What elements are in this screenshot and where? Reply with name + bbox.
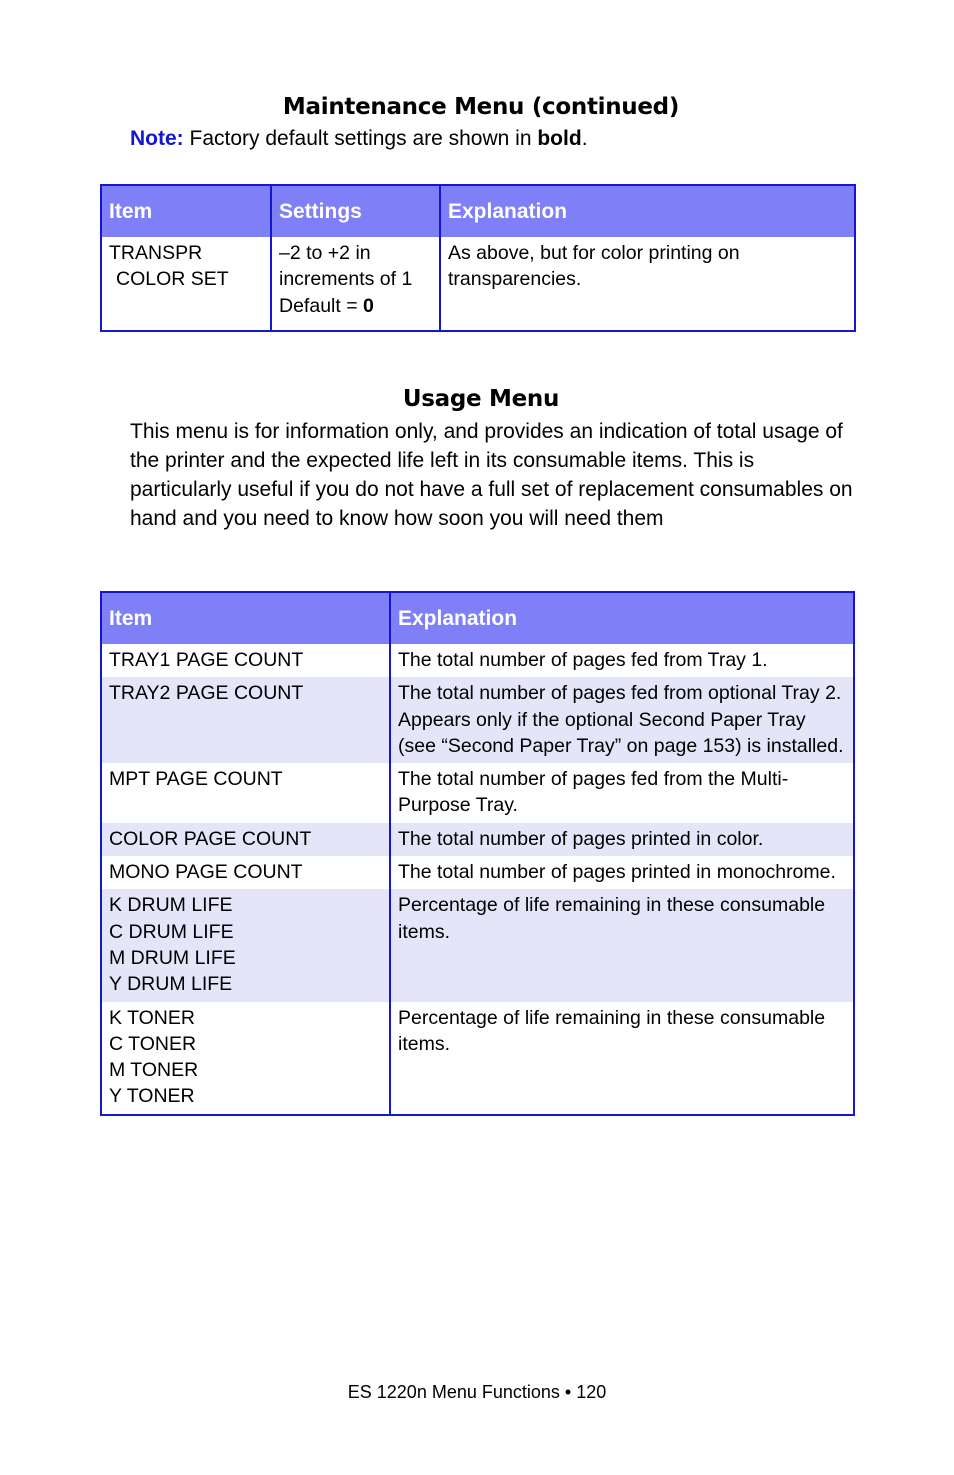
note: [130, 127, 588, 151]
note-label: Note:: [130, 127, 184, 150]
table-header-row: [101, 185, 855, 237]
explanation-line: Percentage of life remaining in these consumable items.: [398, 1006, 826, 1055]
explanation-line: Appears only if the optional Second Paper Tray (see “Second Paper Tray” on page 153) is installed.: [398, 708, 844, 757]
header-settings: Settings: [271, 185, 440, 237]
table-row: [101, 677, 854, 763]
explanation-line: The total number of pages fed from the Multi-Purpose Tray.: [398, 768, 789, 817]
usage-table: [100, 591, 855, 1116]
table-row: [101, 1002, 854, 1115]
maintenance-heading: Maintenance Menu (continued): [282, 94, 680, 120]
item-cell: [101, 644, 390, 677]
table-row: [101, 856, 854, 889]
item-line: M TONER: [109, 1059, 199, 1082]
note-end: .: [581, 127, 588, 150]
item-cell: [101, 856, 390, 889]
explanation-cell: [390, 856, 854, 889]
item-line: C DRUM LIFE: [109, 920, 234, 943]
item-line: Y TONER: [109, 1085, 195, 1108]
item-line: TRANSPR: [109, 242, 203, 264]
item-line: Y DRUM LIFE: [109, 973, 233, 996]
usage-heading: Usage Menu: [402, 386, 560, 412]
explanation-cell: [390, 1002, 854, 1115]
explanation-line: Percentage of life remaining in these consumable items.: [398, 894, 826, 943]
header-item: Item: [101, 185, 271, 237]
settings-line: increments of 1: [279, 268, 413, 291]
item-cell: [101, 677, 390, 763]
table-row: [101, 823, 854, 856]
header-item: Item: [101, 592, 390, 644]
item-line: K TONER: [109, 1006, 195, 1029]
item-line: TRAY1 PAGE COUNT: [109, 649, 304, 671]
table-row: [101, 763, 854, 823]
page-footer: ES 1220n Menu Functions • 120: [347, 1382, 607, 1402]
note-text: Factory default settings are shown in: [183, 127, 538, 150]
item-line: MONO PAGE COUNT: [109, 861, 303, 884]
item-line: COLOR SET: [116, 268, 229, 291]
default-prefix: Default =: [279, 294, 364, 317]
settings-cell: [271, 237, 440, 331]
table-row: [101, 889, 854, 1001]
item-cell: [101, 237, 271, 331]
item-line: MPT PAGE COUNT: [109, 768, 283, 791]
item-cell: [101, 889, 390, 1001]
item-line: M DRUM LIFE: [109, 946, 236, 969]
header-explanation: Explanation: [390, 592, 854, 644]
item-cell: [101, 823, 390, 856]
explanation-cell: [390, 644, 854, 677]
explanation-line: The total number of pages printed in monochrome.: [398, 861, 836, 884]
item-line: K DRUM LIFE: [109, 894, 233, 917]
maintenance-table: [100, 184, 856, 332]
header-explanation: Explanation: [440, 185, 855, 237]
explanation-line: The total number of pages fed from Tray 1.: [398, 649, 768, 671]
default-value: 0: [363, 294, 374, 317]
usage-intro: [130, 417, 860, 533]
explanation-cell: [390, 677, 854, 763]
item-line: TRAY2 PAGE COUNT: [109, 682, 304, 705]
item-cell: [101, 763, 390, 823]
settings-line: –2 to +2 in: [279, 242, 371, 264]
default-setting: [279, 293, 432, 319]
explanation-cell: [390, 763, 854, 823]
item-line: C TONER: [109, 1032, 197, 1055]
item-line: COLOR PAGE COUNT: [109, 827, 312, 850]
table-row: [101, 644, 854, 677]
explanation-line: The total number of pages printed in color.: [398, 827, 764, 850]
table-row: [101, 237, 855, 331]
usage-intro-text: This menu is for information only, and provides an indication of total usage of the printer and the expected life left in its consumable items. This is particularly useful if you do not have a full set of replacement consumables on hand and you need to know how soon you will need them: [130, 420, 853, 530]
explanation-cell: [390, 823, 854, 856]
note-bold: bold: [537, 127, 582, 150]
table-header-row: [101, 592, 854, 644]
item-cell: [101, 1002, 390, 1115]
explanation-cell: [390, 889, 854, 1001]
explanation-line: The total number of pages fed from optional Tray 2.: [398, 682, 842, 705]
explanation-cell: As above, but for color printing on transparencies.: [440, 237, 855, 331]
